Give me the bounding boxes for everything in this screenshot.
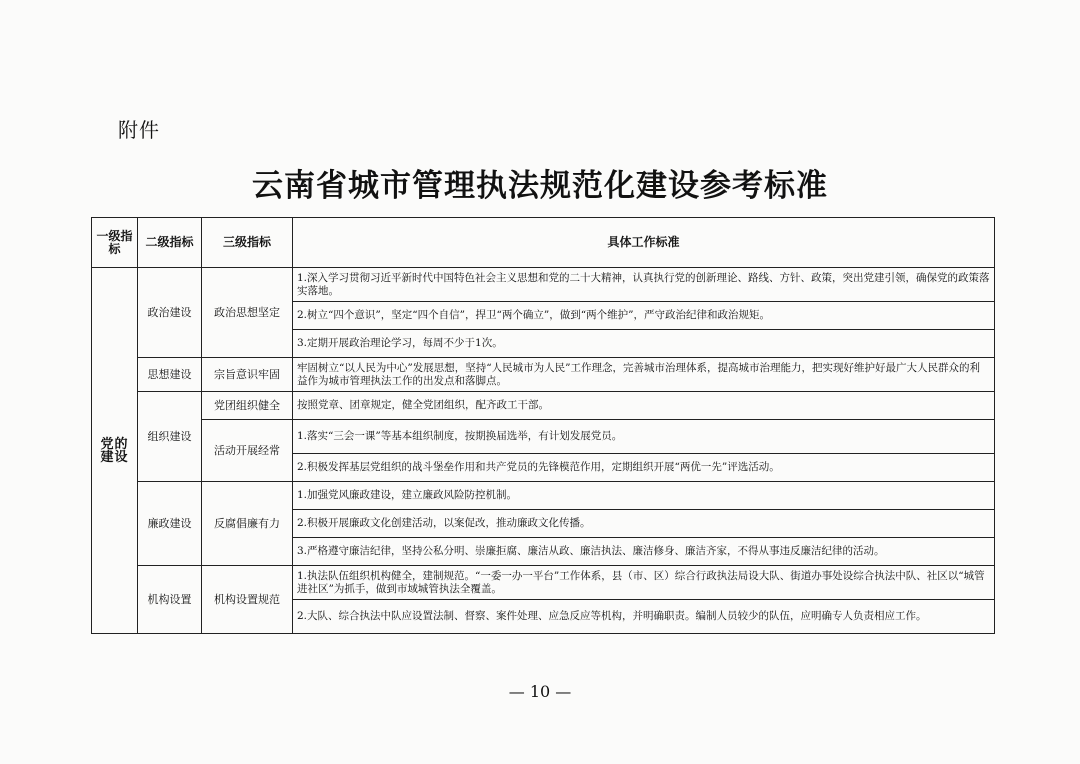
standard-item: 2.积极发挥基层党组织的战斗堡垒作用和共产党员的先锋模范作用，定期组织开展“两优一先”评选活动。 [293,454,995,482]
level2-integrity: 廉政建设 [138,482,202,566]
table-row [92,358,995,392]
level3-ideology: 宗旨意识牢固 [202,358,293,392]
standard-item: 1.加强党风廉政建设，建立廉政风险防控机制。 [293,482,995,510]
standard-item: 2.大队、综合执法中队应设置法制、督察、案件处理、应急反应等机构，并明确职责。编制人员较少的队伍，应明确专人负责相应工作。 [293,600,995,634]
level3-organization-sub1: 党团组织健全 [202,392,293,420]
header-standard: 具体工作标准 [293,218,995,268]
page-number: — 10 — [508,682,572,701]
header-level3: 三级指标 [202,218,293,268]
standard-item: 牢固树立“以人民为中心”发展思想，坚持“人民城市为人民”工作理念，完善城市治理体系，提高城市治理能力，把实现好维护好最广大人民群众的利益作为城市管理执法工作的出发点和落脚点。 [293,358,995,392]
standard-item: 3.定期开展政治理论学习，每周不少于1次。 [293,330,995,358]
standard-item: 1.深入学习贯彻习近平新时代中国特色社会主义思想和党的二十大精神，认真执行党的创新理论、路线、方针、政策，突出党建引领，确保党的政策落实落地。 [293,268,995,302]
level2-organization: 组织建设 [138,392,202,482]
table-header-row [92,218,995,268]
standard-item: 3.严格遵守廉洁纪律，坚持公私分明、崇廉拒腐、廉洁从政、廉洁执法、廉洁修身、廉洁齐家，不得从事违反廉洁纪律的活动。 [293,538,995,566]
level3-political: 政治思想坚定 [202,268,293,358]
level2-political: 政治建设 [138,268,202,358]
table-row [92,482,995,510]
attachment-label: 附件 [118,118,160,142]
level3-institution: 机构设置规范 [202,566,293,634]
standards-table [91,217,995,634]
standard-item: 按照党章、团章规定，健全党团组织，配齐政工干部。 [293,392,995,420]
table-row [92,566,995,600]
standard-item: 2.积极开展廉政文化创建活动，以案促改，推动廉政文化传播。 [293,510,995,538]
level3-organization-sub2: 活动开展经常 [202,420,293,482]
header-level1: 一级指标 [92,218,138,268]
standard-item: 1.执法队伍组织机构健全，建制规范。“一委一办一平台”工作体系，县（市、区）综合行政执法局设大队、街道办事处设综合执法中队、社区以“城管进社区”为抓手，做到市域城管执法全覆盖。 [293,566,995,600]
table-row [92,420,995,454]
standard-item: 2.树立“四个意识”，坚定“四个自信”，捍卫“两个确立”，做到“两个维护”，严守政治纪律和政治规矩。 [293,302,995,330]
level1-party-building: 党的建设 [92,268,138,634]
level2-institution: 机构设置 [138,566,202,634]
document-title: 云南省城市管理执法规范化建设参考标准 [252,168,828,204]
level3-integrity: 反腐倡廉有力 [202,482,293,566]
table-row [92,268,995,302]
table-row [92,392,995,420]
header-level2: 二级指标 [138,218,202,268]
standard-item: 1.落实“三会一课”等基本组织制度，按期换届选举，有计划发展党员。 [293,420,995,454]
level2-ideology: 思想建设 [138,358,202,392]
